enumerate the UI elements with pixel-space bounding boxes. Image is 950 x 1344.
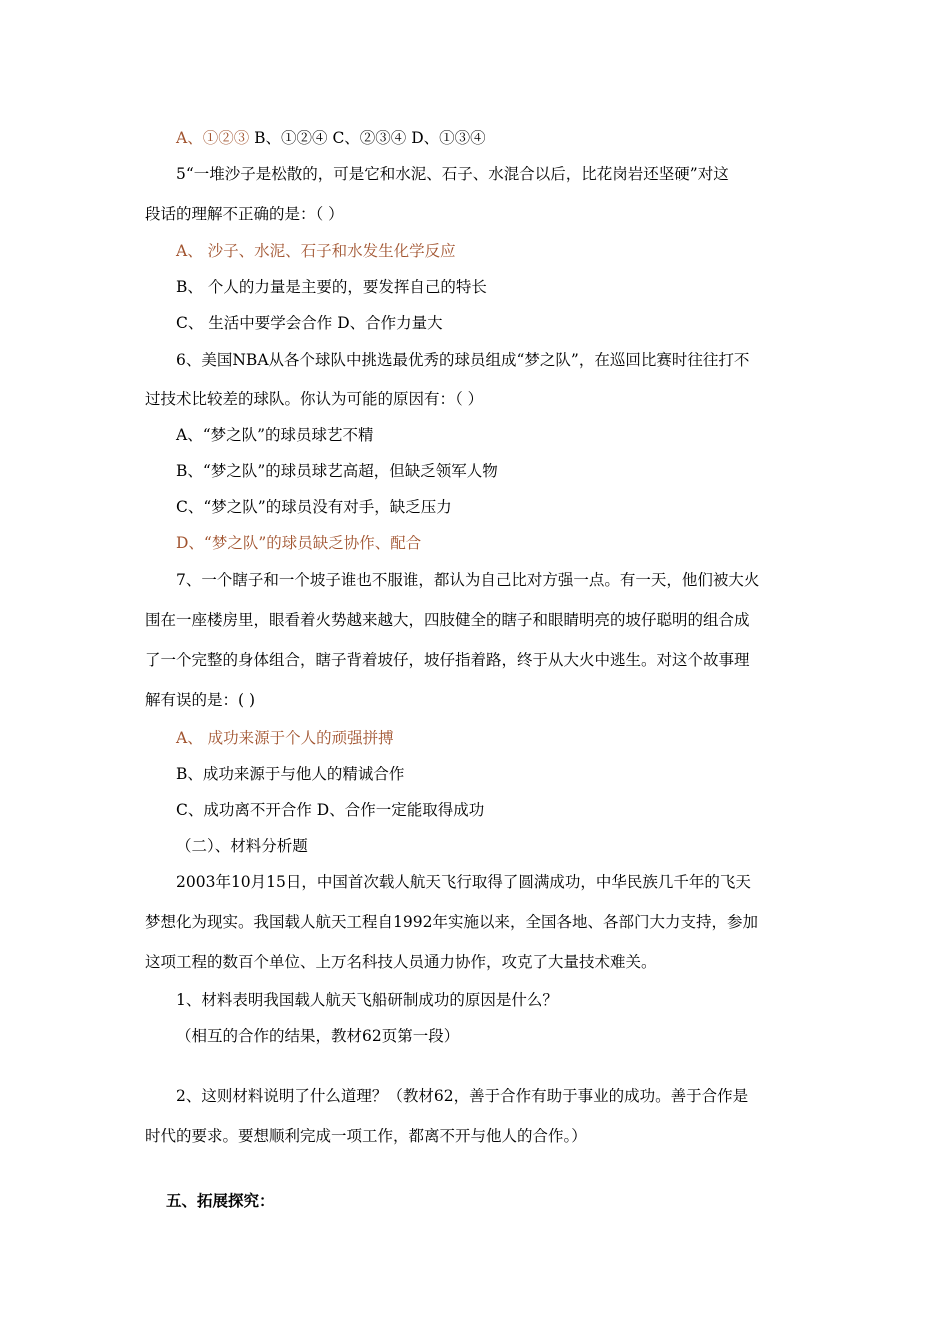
q5-option-cd: C、 生活中要学会合作 D、合作力量大: [176, 314, 443, 332]
q7-stem-line-3: 了一个完整的身体组合，瞎子背着坡仔，坡仔指着路，终于从大火中逃生。对这个故事理: [145, 651, 750, 669]
q7-stem-line-4: 解有误的是：( ): [145, 691, 256, 709]
q4-answer: A、①②③: [176, 129, 250, 147]
material-answer-1: （相互的合作的结果，教材62页第一段）: [176, 1027, 460, 1045]
q6-option-b: B、“梦之队”的球员球艺高超，但缺乏领军人物: [176, 462, 498, 480]
material-line-3: 这项工程的数百个单位、上万名科技人员通力协作，攻克了大量技术难关。: [145, 953, 657, 971]
q6-option-a: A、“梦之队”的球员球艺不精: [176, 426, 374, 444]
material-question-1: 1、材料表明我国载人航天飞船研制成功的原因是什么？: [176, 991, 558, 1009]
q5-stem-line-1: 5“一堆沙子是松散的，可是它和水泥、石子、水混合以后，比花岗岩还坚硬”对这: [176, 165, 729, 183]
q6-stem-line-1: 6、美国NBA从各个球队中挑选最优秀的球员组成“梦之队”，在巡回比赛时往往打不: [176, 351, 750, 369]
q5-stem-line-2: 段话的理解不正确的是：（ ）: [145, 205, 344, 223]
q6-stem-line-2: 过技术比较差的球队。你认为可能的原因有：（ ）: [145, 390, 484, 408]
q4-options: [176, 128, 486, 148]
section-heading-material-analysis: （二）、材料分析题: [176, 837, 308, 855]
material-question-2-line-2: 时代的要求。要想顺利完成一项工作，都离不开与他人的合作。）: [145, 1127, 587, 1145]
material-line-1: 2003年10月15日，中国首次载人航天飞行取得了圆满成功，中华民族几千年的飞天: [176, 873, 751, 891]
q5-option-b: B、 个人的力量是主要的，要发挥自己的特长: [176, 278, 487, 296]
q7-option-b: B、成功来源于与他人的精诚合作: [176, 765, 405, 783]
q6-option-c: C、“梦之队”的球员没有对手，缺乏压力: [176, 498, 452, 516]
q7-stem-line-1: 7、一个瞎子和一个坡子谁也不服谁，都认为自己比对方强一点。有一天，他们被大火: [176, 571, 760, 589]
q7-stem-line-2: 围在一座楼房里，眼看着火势越来越大，四肢健全的瞎子和眼睛明亮的坡仔聪明的组合成: [145, 611, 750, 629]
q6-option-d: D、“梦之队”的球员缺乏协作、配合: [176, 534, 422, 552]
q5-option-a: A、 沙子、水泥、石子和水发生化学反应: [176, 242, 456, 260]
q7-option-a: A、 成功来源于个人的顽强拼搏: [176, 729, 394, 747]
q7-option-cd: C、成功离不开合作 D、合作一定能取得成功: [176, 801, 485, 819]
q4-other-options: B、①②④ C、②③④ D、①③④: [249, 129, 486, 147]
material-line-2: 梦想化为现实。我国载人航天工程自1992年实施以来，全国各地、各部门大力支持，参加: [145, 913, 758, 931]
material-question-2-line-1: 2、这则材料说明了什么道理？（教材62，善于合作有助于事业的成功。善于合作是: [176, 1087, 749, 1105]
section-heading-extension: 五、拓展探究：: [166, 1191, 275, 1210]
